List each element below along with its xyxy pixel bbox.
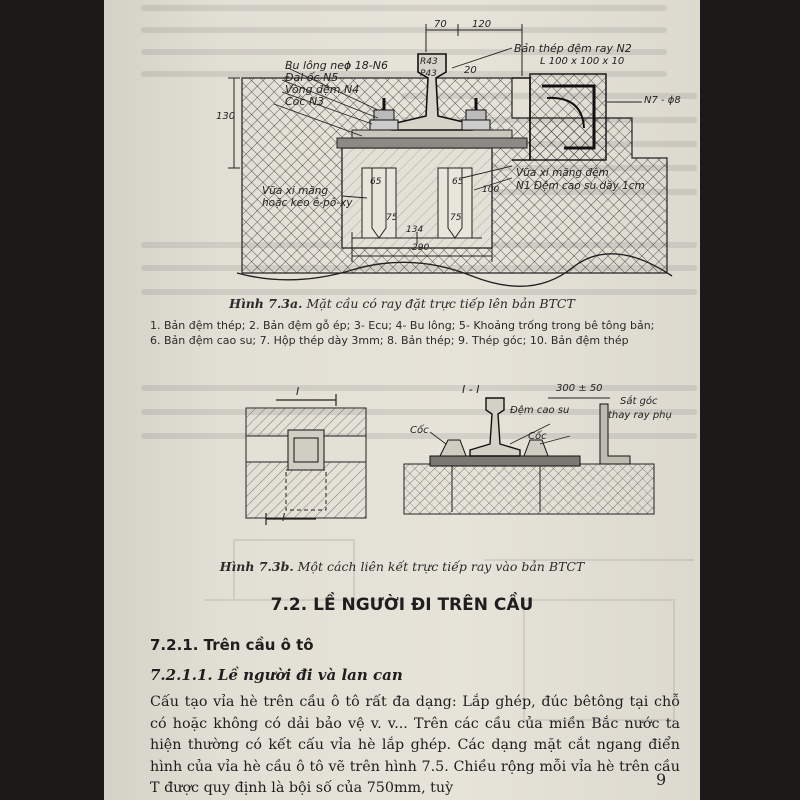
- label-vua-xm: Vữa xi măng: [262, 185, 329, 197]
- label-ban-thep-dem: Bản thép đệm ray N2: [514, 42, 632, 55]
- label-dem-cao-su: Đệm cao su: [510, 405, 570, 416]
- dim-300: 300 ± 50: [556, 383, 603, 394]
- label-vong-dem: Vòng đệm N4: [285, 83, 360, 96]
- figure-7-3b-caption-label: Hình 7.3b.: [219, 559, 294, 574]
- dim-20: 20: [464, 65, 477, 76]
- dim-120: 120: [472, 19, 492, 30]
- subsection-heading: 7.2.1. Trên cầu ô tô: [150, 636, 314, 654]
- dim-70: 70: [434, 19, 447, 30]
- label-n7: N7 - ϕ8: [644, 95, 681, 106]
- label-p43: P43: [420, 69, 437, 79]
- label-n1: N1 Đệm cao su dầy 1cm: [516, 180, 645, 192]
- label-l100: L 100 x 100 x 10: [540, 56, 625, 67]
- label-hoac-keo: hoặc keo ê-pô-xy: [262, 197, 353, 209]
- figure-7-3a-caption-label: Hình 7.3a.: [229, 296, 303, 311]
- figure-7-3b-caption-text: Một cách liên kết trực tiếp ray vào bản BTCT: [297, 559, 585, 574]
- figure-7-3b-caption: [104, 559, 700, 574]
- label-coc: Cốc N3: [285, 95, 325, 108]
- label-bulong-neo: Bu lông neo: [285, 59, 351, 72]
- figure-7-3a-legend: [150, 318, 654, 348]
- label-vua-xm-dem: Vữa xi măng đệm: [516, 167, 609, 179]
- section-heading: 7.2. LỀ NGƯỜI ĐI TRÊN CẦU: [270, 595, 534, 615]
- dim-290: 290: [412, 243, 430, 253]
- page-number: 9: [656, 770, 667, 789]
- legend-line-1: 1. Bản đệm thép; 2. Bản đệm gỗ ép; 3- Ecu; 4- Bu lông; 5- Khoảng trống trong bê tông bản;: [150, 319, 655, 332]
- dim-65a: 65: [370, 177, 382, 187]
- dim-100: 100: [482, 185, 500, 195]
- body-paragraph: Cấu tạo vỉa hè trên cầu ô tô rất đa dạng: Lắp ghép, đúc bêtông tại chỗ có hoặc không có dải bảo vệ v. v... Trên các cầu của miền Bắc nước ta hiện thường có kết cấu vỉa hè lắp ghép. Các dạng mặt cắt ngang điển hình của vỉa hè cầu ô tô vẽ trên hình 7.5. Chiều rộng mỗi vỉa hè trên cầu T được quy định là bội số của 750mm, tuỳ: [150, 694, 680, 796]
- subsubsection-heading: 7.2.1.1. Lề người đi và lan can: [150, 666, 403, 684]
- label-thay-ray-phu: thay ray phụ: [608, 410, 672, 421]
- label-r43: R43: [420, 57, 438, 67]
- label-coc-right: Cốc: [528, 431, 547, 442]
- figure-7-3b-plan-drawing: [236, 378, 376, 528]
- legend-line-2: 6. Bản đệm cao su; 7. Hộp thép dày 3mm; 8. Bản thép; 9. Thép góc; 10. Bản đệm thép: [150, 334, 629, 347]
- section-title-i-i: I - I: [462, 383, 480, 396]
- dim-75a: 75: [386, 213, 398, 223]
- dim-134: 134: [406, 225, 424, 235]
- label-sat-goc: Sắt góc: [620, 396, 658, 407]
- figure-7-3a-caption: [104, 296, 700, 311]
- section-mark-top: I: [296, 385, 300, 398]
- book-page: [104, 0, 700, 800]
- dim-130: 130: [216, 111, 236, 122]
- label-coc-left: Cốc: [410, 425, 429, 436]
- figure-7-3a-caption-text: Mặt cầu có ray đặt trực tiếp lên bản BTCT: [306, 296, 575, 311]
- dim-65b: 65: [452, 177, 464, 187]
- section-mark-bottom: I: [282, 511, 286, 524]
- label-dai-oc: Đai ốc N5: [285, 71, 339, 84]
- dim-75b: 75: [450, 213, 462, 223]
- label-phi-18: ϕ 18-N6: [344, 59, 388, 72]
